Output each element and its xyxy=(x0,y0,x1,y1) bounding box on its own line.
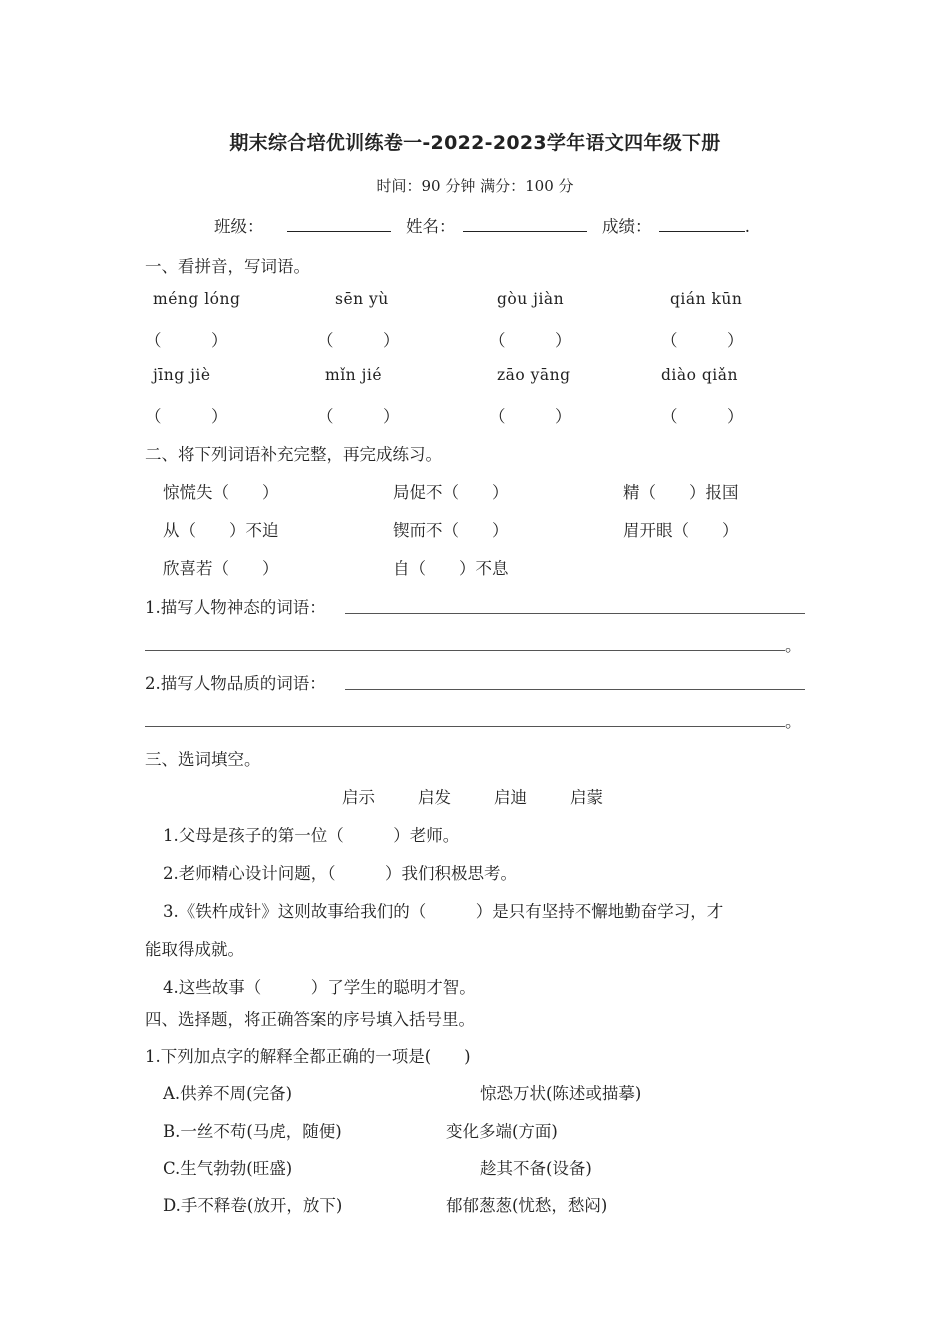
answer-line[interactable] xyxy=(145,726,785,727)
exam-meta: 时间：90 分钟 满分：100 分 xyxy=(376,177,574,195)
idiom-5: 锲而不（ ） xyxy=(393,521,509,540)
pinyin-5: jīng jiè xyxy=(153,366,211,384)
idiom-3: 精（ ）报国 xyxy=(623,483,739,502)
answer-paren-4[interactable]: （ ） xyxy=(661,331,744,350)
pinyin-4: qián kūn xyxy=(670,290,743,308)
idiom-4: 从（ ）不迫 xyxy=(163,521,279,540)
pinyin-2: sēn yù xyxy=(335,290,389,308)
score-label: 成绩： xyxy=(602,217,652,236)
class-field[interactable] xyxy=(287,215,391,232)
info-end: . xyxy=(744,217,750,236)
word-option-2: 启发 xyxy=(418,788,451,807)
answer-paren-7[interactable]: （ ） xyxy=(489,407,572,426)
pinyin-6: mǐn jié xyxy=(325,366,383,384)
answer-paren-1[interactable]: （ ） xyxy=(145,331,228,350)
question-4-1: 1.下列加点字的解释全都正确的一项是( ) xyxy=(145,1047,471,1066)
question-2-1: 1.描写人物神态的词语： xyxy=(145,598,326,617)
page-title: 期末综合培优训练卷一-2022-2023学年语文四年级下册 xyxy=(229,132,721,154)
idiom-1: 惊慌失（ ） xyxy=(163,483,279,502)
word-option-4: 启蒙 xyxy=(570,788,603,807)
answer-paren-6[interactable]: （ ） xyxy=(317,407,400,426)
option-c-right: 趁其不备(设备) xyxy=(480,1159,592,1178)
question-2-2: 2.描写人物品质的词语： xyxy=(145,674,326,693)
pinyin-8: diào qiǎn xyxy=(661,366,738,384)
pinyin-1: méng lóng xyxy=(153,290,241,308)
answer-paren-2[interactable]: （ ） xyxy=(317,331,400,350)
idiom-2: 局促不（ ） xyxy=(393,483,509,502)
question-3-3: 3.《铁杵成针》这则故事给我们的（ ）是只有坚持不懈地勤奋学习，才 xyxy=(163,902,724,921)
section-1-heading: 一、看拼音，写词语。 xyxy=(145,257,310,276)
section-3-heading: 三、选词填空。 xyxy=(145,750,261,769)
option-a-left: A.供养不周(完备) xyxy=(163,1084,293,1103)
idiom-7: 欣喜若（ ） xyxy=(163,559,279,578)
period: 。 xyxy=(785,636,802,655)
answer-line[interactable] xyxy=(345,613,805,614)
word-option-1: 启示 xyxy=(342,788,375,807)
name-label: 姓名： xyxy=(406,217,456,236)
idiom-6: 眉开眼（ ） xyxy=(623,521,739,540)
pinyin-7: zāo yāng xyxy=(497,366,571,384)
pinyin-3: gòu jiàn xyxy=(497,290,565,308)
answer-paren-5[interactable]: （ ） xyxy=(145,407,228,426)
answer-paren-3[interactable]: （ ） xyxy=(489,331,572,350)
info-row xyxy=(214,213,750,237)
section-2-heading: 二、将下列词语补充完整，再完成练习。 xyxy=(145,445,442,464)
score-field[interactable] xyxy=(659,215,745,232)
name-field[interactable] xyxy=(463,215,587,232)
question-3-4: 4.这些故事（ ）了学生的聪明才智。 xyxy=(163,978,476,997)
option-d-right: 郁郁葱葱(忧愁，愁闷) xyxy=(446,1196,608,1215)
option-a-right: 惊恐万状(陈述或描摹) xyxy=(480,1084,642,1103)
answer-paren-8[interactable]: （ ） xyxy=(661,407,744,426)
class-label: 班级： xyxy=(214,217,264,236)
period: 。 xyxy=(785,712,802,731)
option-c-left: C.生气勃勃(旺盛) xyxy=(163,1159,293,1178)
option-b-right: 变化多端(方面) xyxy=(446,1122,558,1141)
idiom-8: 自（ ）不息 xyxy=(393,559,509,578)
question-3-3-cont: 能取得成就。 xyxy=(145,940,244,959)
answer-line[interactable] xyxy=(145,650,785,651)
question-3-2: 2.老师精心设计问题，（ ）我们积极思考。 xyxy=(163,864,517,883)
section-4-heading: 四、选择题，将正确答案的序号填入括号里。 xyxy=(145,1010,475,1029)
option-d-left: D.手不释卷(放开，放下) xyxy=(163,1196,343,1215)
answer-line[interactable] xyxy=(345,689,805,690)
question-3-1: 1.父母是孩子的第一位（ ）老师。 xyxy=(163,826,460,845)
option-b-left: B.一丝不苟(马虎，随便) xyxy=(163,1122,342,1141)
word-option-3: 启迪 xyxy=(494,788,527,807)
